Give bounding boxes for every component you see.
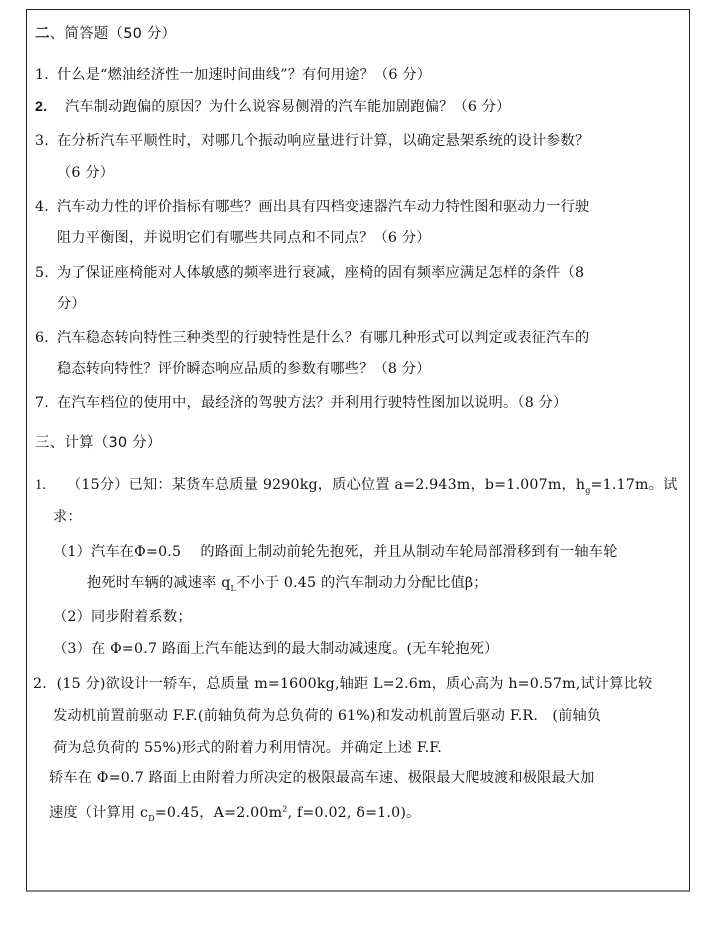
- calc-question-1-cont: [53, 507, 82, 527]
- calc-question-2-line-2: [53, 706, 601, 726]
- sub-question-text: （1）汽车在Φ=0.5 的路面上制动前轮先抱死，并且从制动车轮局部滑移到有一轴车轮: [53, 544, 618, 560]
- question-text: 汽车制动跑偏的原因？为什么说容易侧滑的汽车能加剧跑偏？（6 分）: [65, 99, 511, 115]
- question-number: 5.: [35, 265, 49, 281]
- question-6-cont: [57, 359, 431, 379]
- question-6: [35, 328, 589, 348]
- question-text: （6 分）: [57, 165, 115, 181]
- subscript: g: [585, 485, 591, 495]
- question-text: =0.45，A=2.00m: [154, 805, 283, 821]
- question-text: 为了保证座椅能对人体敏感的频率进行衰减，座椅的固有频率应满足怎样的条件（8: [57, 265, 585, 281]
- calc-q1-part-1-cont: [87, 573, 488, 593]
- section-3-title-text: 三、计算（30 分）: [35, 435, 162, 451]
- calc-question-1: [35, 475, 677, 495]
- question-text: 发动机前置前驱动 F.F.(前轴负荷为总负荷的 61%)和发动机前置后驱动 F.R. (前轴负: [53, 708, 602, 724]
- question-number: 1.: [35, 67, 49, 83]
- question-5-cont: [57, 294, 86, 314]
- question-number: 1.: [35, 477, 47, 493]
- subscript: D: [148, 813, 155, 823]
- sub-question-text: 不小于 0.45 的汽车制动力分配比值β；: [236, 575, 488, 591]
- question-number: 7.: [35, 395, 49, 411]
- sub-question-text: （3）在 Φ=0.7 路面上汽车能达到的最大制动减速度。(无车轮抱死）: [53, 641, 499, 657]
- question-text: 求：: [53, 509, 82, 525]
- calc-q1-part-2: [53, 607, 192, 627]
- question-text: 在汽车档位的使用中，最经济的驾驶方法？并利用行驶特性图加以说明。（8 分）: [57, 395, 568, 411]
- question-text: 轿车在 Φ=0.7 路面上由附着力所决定的极限最高车速、极限最大爬坡渡和极限最大加: [49, 770, 595, 786]
- subscript: L: [230, 583, 236, 593]
- question-2: [35, 97, 511, 117]
- calc-q1-part-1: [53, 542, 618, 562]
- question-text: 汽车稳态转向特性三种类型的行驶特性是什么？有哪几种形式可以判定或表征汽车的: [57, 330, 590, 346]
- question-text: 汽车动力性的评价指标有哪些？画出具有四档变速器汽车动力特性图和驱动力一行驶: [57, 199, 590, 215]
- exam-page-box: [26, 9, 690, 892]
- question-number: 3.: [35, 133, 49, 149]
- question-7: [35, 393, 567, 413]
- calc-question-2: [33, 674, 652, 694]
- question-text: 在分析汽车平顺性时，对哪几个振动响应量进行计算，以确定悬架系统的设计参数？: [57, 133, 590, 149]
- question-1: [35, 65, 431, 85]
- calc-question-2-line-4: [49, 768, 595, 788]
- question-text: 2．(15 分)欲设计一轿车，总质量 m=1600kg,轴距 L=2.6m，质心高为 h=0.57m,试计算比较: [33, 676, 653, 692]
- superscript: 2: [282, 804, 288, 814]
- question-text: 什么是“燃油经济性一加速时间曲线”？有何用途？（6 分）: [57, 67, 432, 83]
- section-3-title: [35, 433, 162, 453]
- sub-question-text: 抱死时车辆的减速率 q: [87, 575, 231, 591]
- question-text: =1.17m。试: [590, 477, 678, 493]
- question-text: 荷为总负荷的 55%)形式的附着力利用情况。并确定上述 F.F.: [53, 740, 442, 756]
- question-4: [35, 197, 589, 217]
- calc-q1-part-3: [53, 639, 499, 659]
- question-text: 分）: [57, 296, 86, 312]
- question-3-cont: [57, 163, 114, 183]
- question-5: [35, 263, 584, 283]
- question-4-cont: [57, 228, 431, 248]
- section-2-title-text: 、简答题（50 分）: [49, 26, 177, 42]
- calc-question-2-line-5: [49, 803, 420, 823]
- question-3: [35, 131, 589, 151]
- section-2-title: [35, 24, 176, 44]
- question-text: （15分）已知：某货车总质量 9290kg，质心位置 a=2.943m，b=1.007m，h: [67, 477, 586, 493]
- calc-question-2-line-3: [53, 738, 442, 758]
- question-number: 6.: [35, 330, 49, 346]
- question-text: 阻力平衡图，并说明它们有哪些共同点和不同点？（6 分）: [57, 230, 431, 246]
- section-2-numeral: 二: [35, 26, 50, 42]
- question-text: 速度（计算用 c: [49, 805, 149, 821]
- sub-question-text: （2）同步附着系数；: [53, 609, 192, 625]
- question-number: 2.: [35, 99, 48, 115]
- question-text: 稳态转向特性？评价瞬态响应品质的参数有哪些？（8 分）: [57, 361, 431, 377]
- question-text: , f=0.02, δ=1.0)。: [287, 805, 421, 821]
- question-number: 4.: [35, 199, 49, 215]
